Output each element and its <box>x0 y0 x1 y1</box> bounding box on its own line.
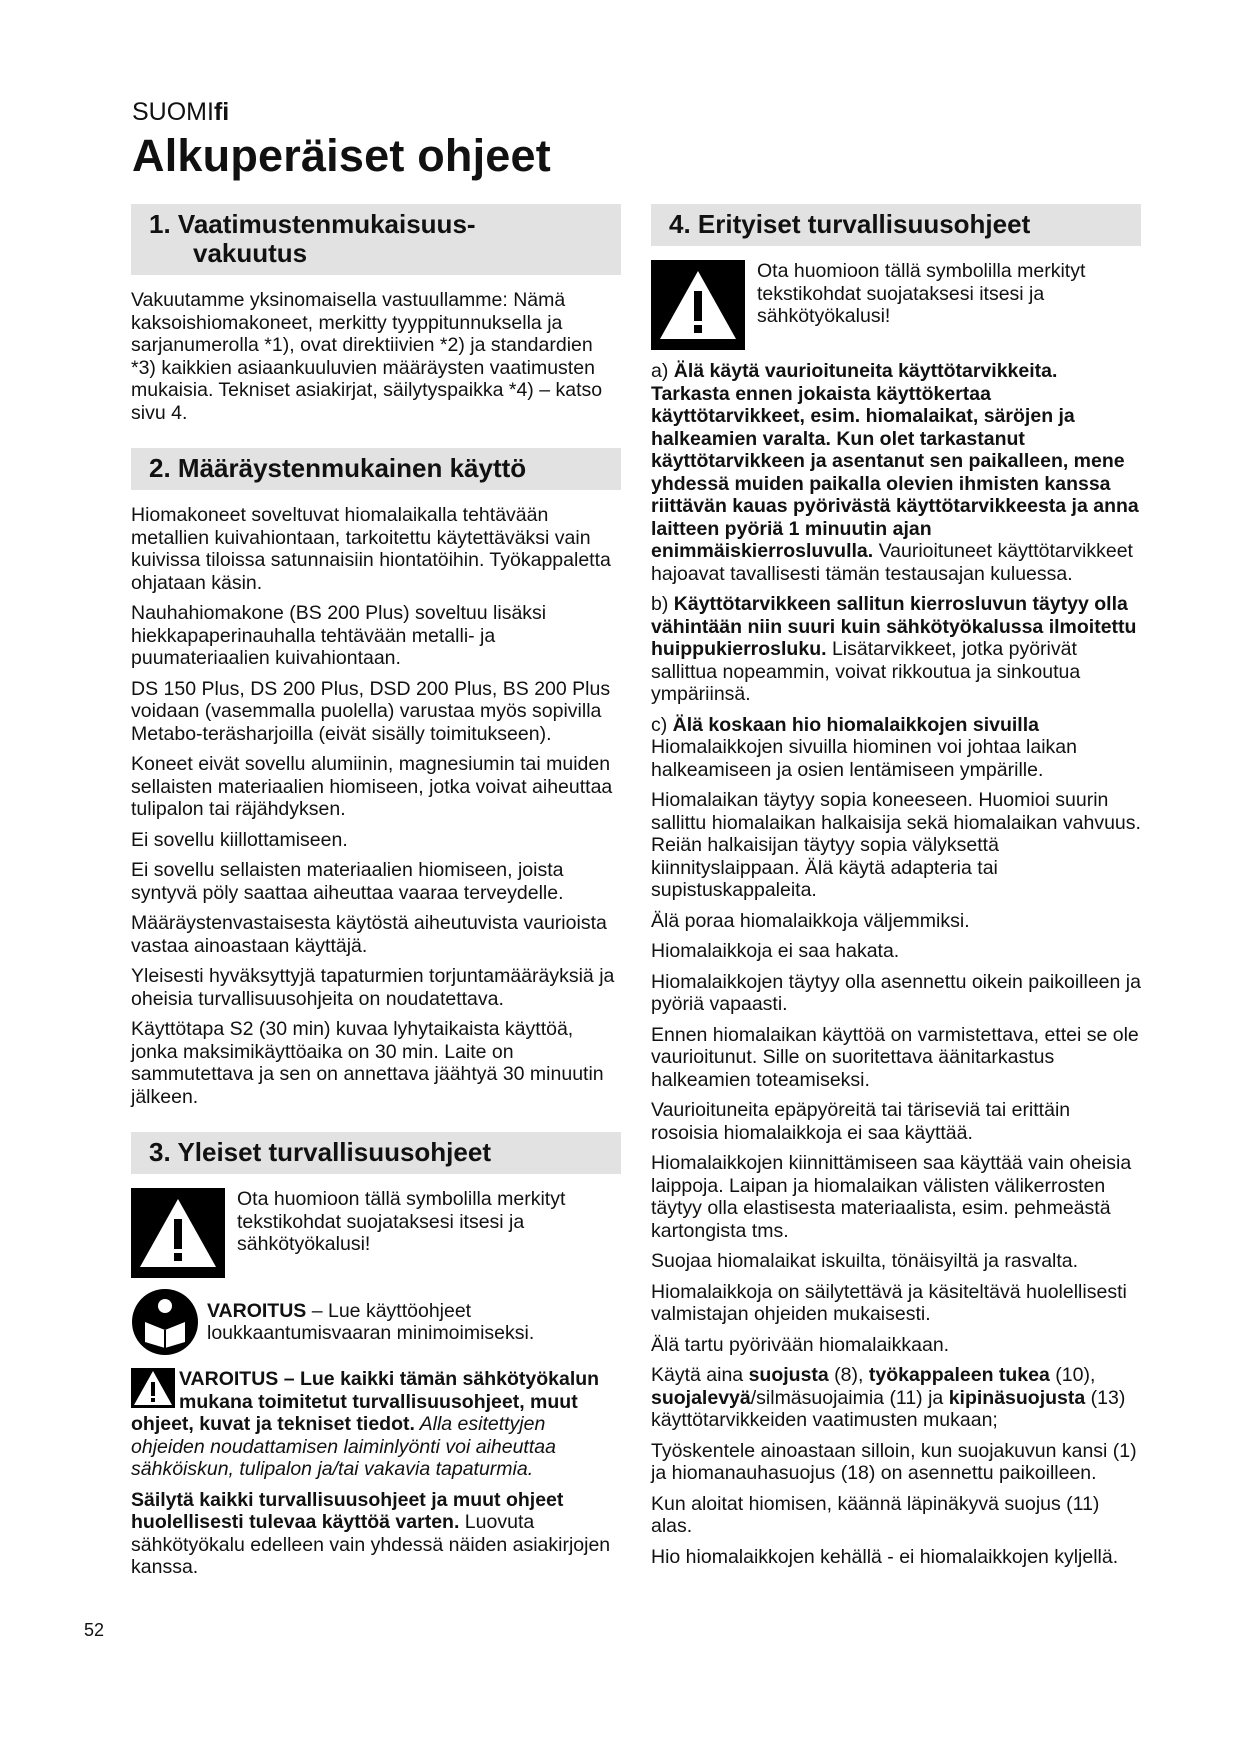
warning-notice <box>131 1188 621 1278</box>
read-manual-text: – Lue käyttöohjeet loukkaantumisvaaran minimoimiseksi. <box>207 1299 535 1344</box>
section-2-paragraph-9: Käyttötapa S2 (30 min) kuvaa lyhytaikaista käyttöä, jonka maksimikäyttöaika on 30 min. Laite on sammutettava ja sen on annettava jäähtyä 30 minuutin jälkeen. <box>131 1018 604 1108</box>
paragraph-10: Älä tartu pyörivään hiomalaikkaan. <box>651 1333 950 1356</box>
section-1-heading-line2: vakuutus <box>193 238 308 268</box>
varoitus-italic: Alla esitettyjen ohjeiden noudattamisen laiminlyönti voi aiheuttaa sähköiskun, tulipalon ja/tai vakavia tapaturmia. <box>131 1413 556 1480</box>
language-label <box>132 98 229 127</box>
section-3-heading: 3. Yleiset turvallisuusohjeet <box>131 1132 621 1174</box>
read-manual-notice <box>131 1288 621 1356</box>
warning-triangle-icon <box>131 1188 225 1278</box>
warning-notice-2-text: Ota huomioon tällä symbolilla merkityt tekstikohdat suojataksesi itsesi ja sähkötyökalusi! <box>757 260 1086 327</box>
save-text: Luovuta sähkötyökalu edelleen vain yhdessä näiden asiakirjojen kanssa. <box>131 1511 611 1578</box>
item-b: b) Käyttötarvikkeen sallitun kierrosluvun täytyy olla vähintään niin suuri kuin sähkötyökalussa ilmoitettu huippukierrosluku. Lisätarvikkeet, jotka pyörivät sallittua nopeammin, voivat rikkoutua ja sinkoutua ympäriinsä. <box>651 593 1137 705</box>
paragraph-5: Ennen hiomalaikan käyttöä on varmistettava, ettei se ole vaurioitunut. Sille on suoritettava äänitarkastus halkeamien toteamiseksi. <box>651 1023 1139 1091</box>
section-1-heading <box>131 204 621 275</box>
paragraph-4: Hiomalaikkojen täytyy olla asennettu oikein paikoilleen ja pyöriä vapaasti. <box>651 970 1141 1015</box>
read-manual-bold: VAROITUS <box>207 1299 307 1322</box>
warning-notice-text: Ota huomioon tällä symbolilla merkityt tekstikohdat suojataksesi itsesi ja sähkötyökalusi! <box>237 1188 566 1255</box>
small-warning-icon <box>131 1368 175 1408</box>
paragraph-8: Suojaa hiomalaikat iskuilta, tönäisyiltä ja rasvalta. <box>651 1250 1079 1272</box>
paragraph-6: Vaurioituneita epäpyöreitä tai täriseviä tai erittäin rosoisia hiomalaikkoja ei saa käyttää. <box>651 1099 1071 1144</box>
section-1-heading-line1: 1. Vaatimustenmukaisuus- <box>149 209 476 239</box>
page-title: Alkuperäiset ohjeet <box>132 130 551 181</box>
warning-notice-2 <box>651 260 1141 350</box>
warning-triangle-icon <box>651 260 745 350</box>
paragraph-1: Hiomalaikan täytyy sopia koneeseen. Huomioi suurin sallittu hiomalaikan halkaisija sekä hiomalaikan vahvuus. Reiän halkaisijan täytyy sopia välyksettä kiinnityslaippaan. Älä käytä adapteria tai supistuskappaleita. <box>651 789 1141 901</box>
section-2-paragraph-2: Nauhahiomakone (BS 200 Plus) soveltuu lisäksi hiekkapaperinauhalla tehtävään metalli- ja puumateriaalien kuivahiontaan. <box>131 602 547 669</box>
item-a: a) Älä käytä vaurioituneita käyttötarvikkeita. Tarkasta ennen jokaista käyttökertaa käyttötarvikkeet, esim. hiomalaikat, säröjen ja halkeamien varalta. Kun olet tarkastanut käyttötarvikkeen ja asentanut sen paikalleen, mene yhdessä muiden paikalla olevien ihmisten kanssa riittävän kauas pyörivästä käyttötarvikkeesta ja anna laitteen pyöriä 1 minuutin ajan enimmäiskierrosluvulla. Vaurioituneet käyttötarvikkeet hajoavat tavallisesti tämän testausajan kuluessa. <box>651 360 1139 585</box>
section-2-paragraph-8: Yleisesti hyväksyttyjä tapaturmien torjuntamääräyksiä ja oheisia turvallisuusohjeita on noudatettava. <box>131 965 615 1010</box>
varoitus-paragraph <box>131 1368 621 1481</box>
section-4-heading: 4. Erityiset turvallisuusohjeet <box>651 204 1141 246</box>
section-2-paragraph-3: DS 150 Plus, DS 200 Plus, DSD 200 Plus, BS 200 Plus voidaan (vasemmalla puolella) varustaa myös sopivilla Metabo-teräsharjoilla (eivät sisälly toimitukseen). <box>131 677 611 745</box>
paragraph-13: Kun aloitat hiomisen, käännä läpinäkyvä suojus (11) alas. <box>651 1492 1100 1537</box>
read-manual-icon <box>131 1288 199 1356</box>
section-2-paragraph-6: Ei sovellu sellaisten materiaalien hiomiseen, joista syntyvä pöly saattaa aiheuttaa vaaraa terveydelle. <box>131 859 564 904</box>
paragraph-9: Hiomalaikkoja on säilytettävä ja käsiteltävä huolellisesti valmistajan ohjeiden mukaisesti. <box>651 1280 1127 1325</box>
section-2-paragraph-1: Hiomakoneet soveltuvat hiomalaikalla tehtävään metallien kuivahiontaan, tarkoitettu käytettäväksi vain kuivissa tiloissa satunnaisiin hiontatöihin. Työkappaletta ohjataan käsin. <box>131 504 611 594</box>
language-suffix: fi <box>213 98 230 126</box>
section-1-paragraph: Vakuutamme yksinomaisella vastuullamme: Nämä kaksoishiomakoneet, merkitty tyyppitunnuksella ja sarjanumerolla *1), ovat direktiivien *2) ja standardien *3) kaikkien asiaankuuluvien määräysten vaatimusten mukaisia. Tekniset asiakirjat, säilytyspaikka *4) – katso sivu 4. <box>131 289 603 424</box>
section-2-heading: 2. Määräystenmukainen käyttö <box>131 448 621 490</box>
paragraph-11: Käytä aina suojusta (8), työkappaleen tukea (10), suojalevyä/silmäsuojaimia (11) ja kipinäsuojusta (13) käyttötarvikkeiden vaatimusten mukaan; <box>651 1364 1126 1431</box>
save-instructions-paragraph <box>131 1489 621 1579</box>
paragraph-3: Hiomalaikkoja ei saa hakata. <box>651 940 900 962</box>
page-number: 52 <box>84 1620 105 1640</box>
item-c: c) Älä koskaan hio hiomalaikkojen sivuilla Hiomalaikkojen sivuilla hiominen voi johtaa laikan halkeamiseen ja osien lentämiseen ympärille. <box>651 713 1077 781</box>
section-2-paragraph-5: Ei sovellu kiillottamiseen. <box>131 828 348 851</box>
varoitus-bold: VAROITUS – Lue kaikki tämän sähkötyökalun mukana toimitetut turvallisuusohjeet, muut ohjeet, kuvat ja tekniset tiedot. <box>131 1368 600 1435</box>
left-column <box>131 204 621 1587</box>
save-bold: Säilytä kaikki turvallisuusohjeet ja muut ohjeet huolellisesti tulevaa käyttöä varten. <box>131 1488 564 1533</box>
language-code: SUOMI <box>132 98 214 126</box>
paragraph-12: Työskentele ainoastaan silloin, kun suojakuvun kansi (1) ja hiomanauhasuojus (18) on asennettu paikoilleen. <box>651 1439 1137 1484</box>
section-2-paragraph-7: Määräystenvastaisesta käytöstä aiheutuvista vaurioista vastaa ainoastaan käyttäjä. <box>131 912 607 957</box>
section-2-paragraph-4: Koneet eivät sovellu alumiinin, magnesiumin tai muiden sellaisten materiaalien hiomiseen, jotka voivat aiheuttaa tulipalon tai räjähdyksen. <box>131 753 613 820</box>
paragraph-14: Hio hiomalaikkojen kehällä - ei hiomalaikkojen kyljellä. <box>651 1545 1119 1568</box>
paragraph-7: Hiomalaikkojen kiinnittämiseen saa käyttää vain oheisia laippoja. Laipan ja hiomalaikan välisten välikerrosten täytyy olla elastisesta materiaalista, esim. pehmeästä kartongista tms. <box>651 1152 1132 1242</box>
right-column <box>651 204 1141 1576</box>
paragraph-2: Älä poraa hiomalaikkoja väljemmiksi. <box>651 909 970 932</box>
